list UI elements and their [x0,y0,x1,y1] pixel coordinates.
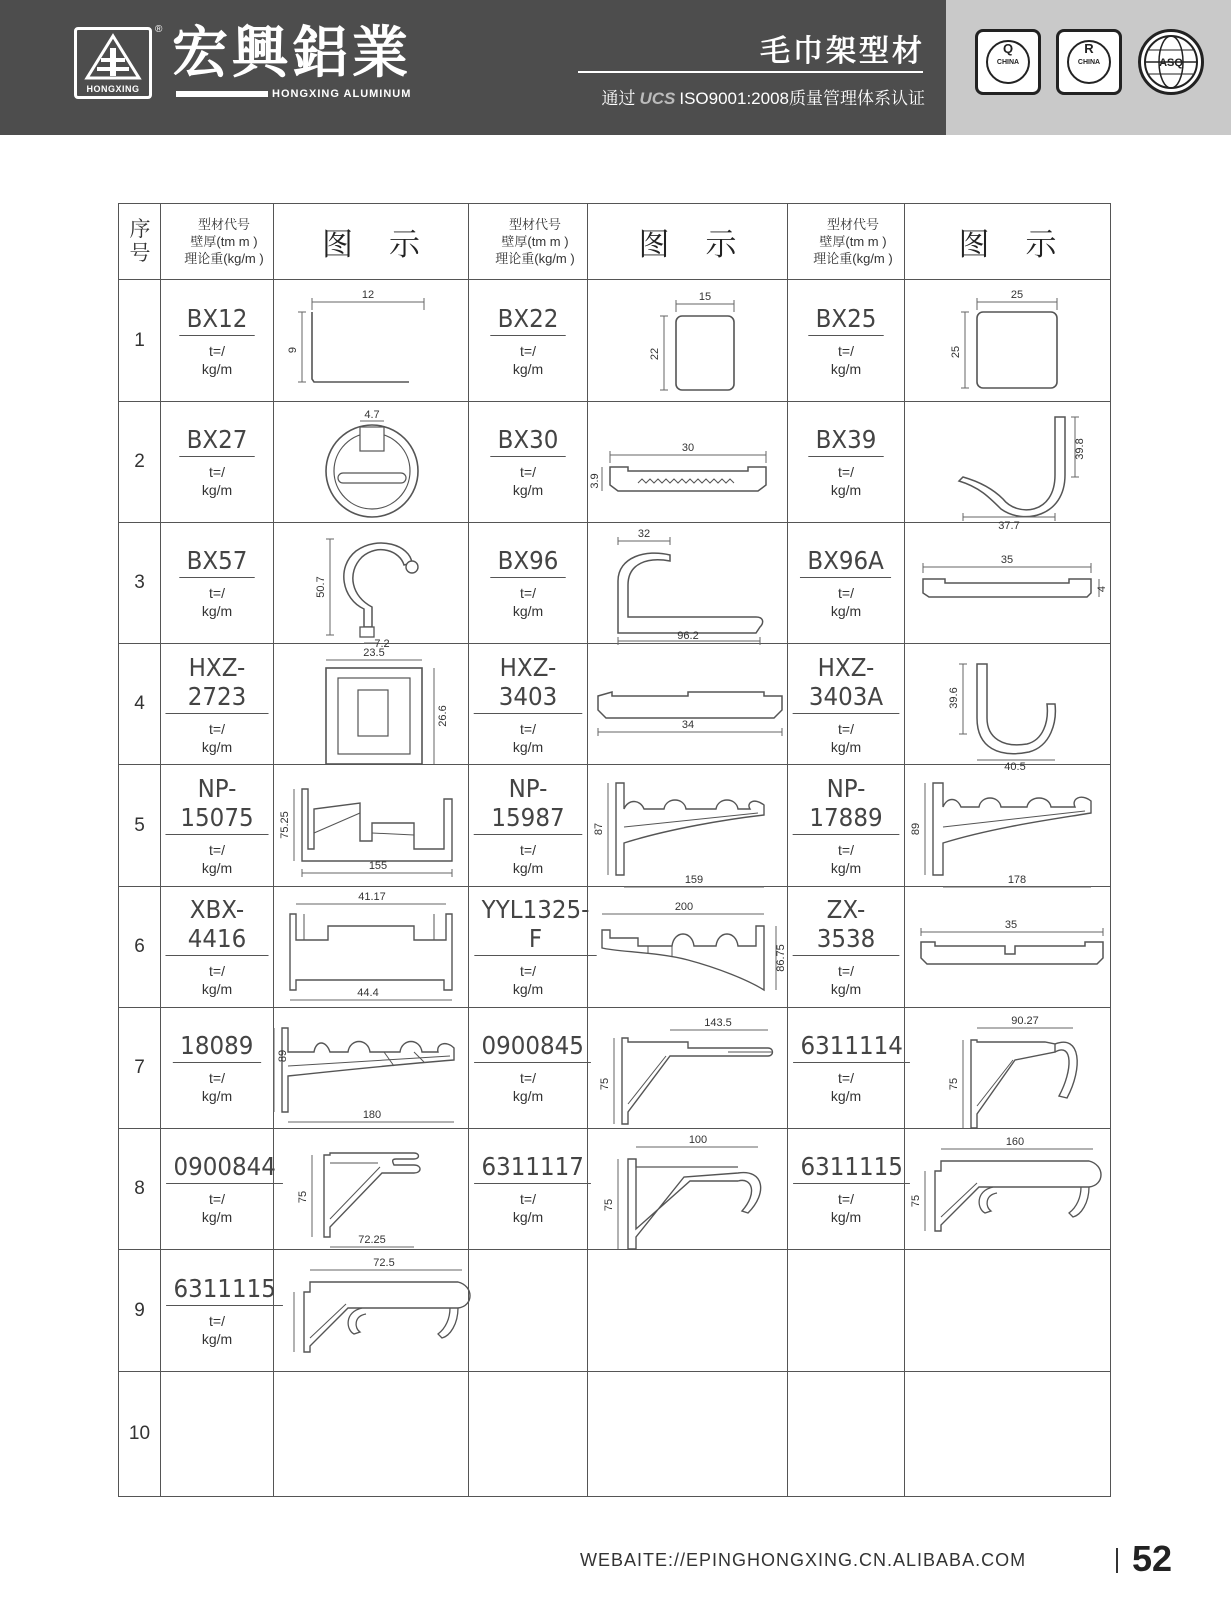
thickness-label: t=/ [520,963,536,980]
profile-drawing [588,284,788,397]
thickness-label: t=/ [838,1070,854,1087]
spec-cell [469,644,588,765]
spec-cell [788,280,905,401]
thickness-label: t=/ [520,1070,536,1087]
profile-drawing [588,648,788,761]
spec-cell [788,1371,905,1496]
thickness-label: t=/ [209,720,225,737]
logo-mountain-icon [83,34,143,84]
weight-label: kg/m [201,1330,233,1347]
header-figure-cell: 图示 [274,204,469,280]
weight-label: kg/m [830,360,862,377]
spec-cell [161,280,274,401]
profile-code: 6311115 [793,1152,910,1184]
profile-drawing [274,527,469,650]
figure-cell [588,644,788,765]
weight-label: kg/m [830,738,862,755]
weight-label: kg/m [512,1209,544,1226]
header-figure-cell: 图示 [588,204,788,280]
profile-drawing [274,1133,469,1246]
profile-code: BX12 [179,304,255,336]
dimension-label: 4 [1096,585,1108,592]
table-row [119,401,1111,522]
figure-cell [905,401,1111,533]
profile-drawing [588,1012,788,1125]
dimension-label: 100 [688,1133,708,1146]
spec-cell [469,1371,588,1496]
figure-cell [274,765,469,886]
profile-table [118,203,1111,1497]
badge-letter: R [1084,41,1094,56]
profile-code: BX96A [800,546,891,578]
weight-label: kg/m [201,603,233,620]
dimension-label: 178 [1007,874,1027,887]
dimension-label: 23.5 [363,646,385,659]
page-header [0,0,946,135]
thickness-label: t=/ [209,1312,225,1329]
figure-cell [588,280,788,401]
badge-letter: Q [1002,41,1014,56]
thickness-label: t=/ [520,842,536,859]
thickness-label: t=/ [520,1191,536,1208]
thickness-label: t=/ [209,585,225,602]
profile-code: BX57 [179,546,255,578]
spec-cell [161,1129,274,1250]
spec-cell [788,1129,905,1250]
brand-divider [176,91,268,97]
profile-drawing [905,648,1111,773]
footer-divider [1116,1548,1118,1573]
dimension-label: 75 [297,1190,309,1203]
profile-drawing [905,405,1111,533]
profile-code: HXZ-3403A [793,653,900,714]
profile-drawing [588,405,788,518]
row-index: 6 [119,886,161,1007]
thickness-label: t=/ [209,842,225,859]
profile-code: NP-15987 [474,774,583,835]
spec-cell [161,886,274,1007]
profile-code: BX22 [490,304,566,336]
spec-cell [161,1371,274,1496]
profile-code: HXZ-2723 [165,653,268,714]
row-index: 4 [119,644,161,765]
figure-cell [274,401,469,522]
profile-drawing [588,527,788,640]
profile-drawing [905,1012,1111,1125]
globe-certification-icon [1138,29,1204,95]
dimension-label: 75.25 [279,811,291,839]
page-number: 52 [1132,1538,1173,1579]
spec-cell [161,522,274,643]
dimension-label: 34 [681,718,695,731]
spec-weight-label: 理论重(kg/m ) [813,251,893,267]
profile-code: YYL1325-F [474,895,596,956]
table-row [119,1007,1111,1128]
spec-code-label: 型材代号 [826,217,879,233]
profile-code: BX96 [490,546,566,578]
thickness-label: t=/ [209,463,225,480]
profile-code: 6311114 [793,1031,910,1063]
figure-cell [905,765,1111,886]
profile-drawing [274,769,469,882]
thickness-label: t=/ [838,1191,854,1208]
weight-label: kg/m [512,981,544,998]
thickness-label: t=/ [838,342,854,359]
profile-code: 6311115 [166,1274,283,1306]
dimension-label: 41.17 [358,891,386,904]
certification-text [560,84,925,109]
dimension-label: 25 [950,345,962,359]
profile-code: 0900845 [474,1031,591,1063]
weight-label: kg/m [201,981,233,998]
profile-drawing [905,284,1111,397]
figure-cell [588,765,788,886]
row-index: 5 [119,765,161,886]
weight-label: kg/m [830,981,862,998]
weight-label: kg/m [830,481,862,498]
spec-cell [469,765,588,886]
figure-cell [588,886,788,1007]
profile-code: XBX-4416 [165,895,268,956]
dimension-label: 37.7 [998,520,1020,533]
spec-thickness-label: 壁厚(tm m ) [819,234,887,250]
spec-code-label: 型材代号 [508,217,561,233]
profile-drawing [274,405,469,518]
dimension-label: 39.8 [1074,438,1086,460]
weight-label: kg/m [512,1088,544,1105]
weight-label: kg/m [201,1209,233,1226]
profile-code: 18089 [173,1031,261,1063]
profile-drawing [905,1133,1111,1246]
dimension-label: 15 [698,291,712,304]
footer-website: WEBAITE://EPINGHONGXING.CN.ALIBABA.COM [580,1550,1027,1570]
figure-cell [274,1129,469,1250]
figure-cell [905,280,1111,401]
spec-cell [161,401,274,522]
figure-cell [274,1007,469,1128]
dimension-label: 72.25 [358,1233,386,1246]
dimension-label: 160 [1005,1135,1025,1148]
figure-cell [588,401,788,522]
figure-cell [905,886,1111,1007]
thickness-label: t=/ [838,963,854,980]
row-index: 7 [119,1007,161,1128]
spec-weight-label: 理论重(kg/m ) [184,251,264,267]
thickness-label: t=/ [838,720,854,737]
badge-label: CHINA [996,59,1020,66]
weight-label: kg/m [512,360,544,377]
profile-code: BX27 [179,425,255,457]
dimension-label: 35 [1004,919,1018,932]
cert-prefix: 通过 [601,89,636,108]
table-row [119,644,1111,765]
table-row [119,1129,1111,1250]
dimension-label: 26.6 [437,705,449,727]
weight-label: kg/m [201,360,233,377]
figure-cell [905,644,1111,773]
profile-code: BX30 [490,425,566,457]
spec-cell [469,1007,588,1128]
table-row [119,1371,1111,1496]
header-spec-cell [161,204,274,280]
dimension-label: 75 [603,1198,615,1211]
dimension-label: 90.27 [1011,1014,1039,1027]
figure-cell [905,1007,1111,1128]
registered-badge [1056,29,1122,95]
spec-cell [469,886,588,1007]
weight-label: kg/m [512,603,544,620]
table-row [119,765,1111,886]
figure-cell [274,644,469,765]
table-row [119,280,1111,401]
thickness-label: t=/ [209,1070,225,1087]
dimension-label: 143.5 [704,1016,732,1029]
spec-weight-label: 理论重(kg/m ) [495,251,575,267]
spec-cell [788,401,905,522]
profile-drawing [274,1012,469,1125]
profile-code: BX25 [808,304,884,336]
spec-thickness-label: 壁厚(tm m ) [190,234,258,250]
weight-label: kg/m [201,860,233,877]
header-index-cell [119,204,161,280]
figure-cell [274,1371,469,1496]
table-row [119,1250,1111,1371]
cert-standard: ISO9001:2008质量管理体系认证 [679,89,925,108]
cert-logo: UCS [639,89,676,108]
thickness-label: t=/ [520,720,536,737]
figure-cell [905,1371,1111,1496]
dimension-label: 89 [910,822,922,836]
spec-code-label: 型材代号 [197,217,250,233]
dimension-label: 30 [681,442,695,455]
figure-cell [274,1250,469,1371]
spec-cell [161,1250,274,1371]
thickness-label: t=/ [520,463,536,480]
weight-label: kg/m [830,1088,862,1105]
dimension-label: 3.9 [589,473,601,489]
figure-cell [588,1129,788,1250]
dimension-label: 9 [287,346,299,354]
dimension-label: 40.5 [1004,760,1026,773]
thickness-label: t=/ [520,585,536,602]
dimension-label: 75 [948,1077,960,1090]
spec-cell [469,280,588,401]
product-title: 毛巾架型材 [760,34,925,69]
row-index: 10 [119,1371,161,1496]
profile-drawing [905,890,1111,1003]
logo-caption: HONGXING [86,84,140,94]
dimension-label: 4.7 [364,409,380,422]
figure-cell [274,522,469,650]
figure-cell [588,1371,788,1496]
brand-name-cn: 宏興鋁業 [172,21,412,86]
profile-code: ZX-3538 [793,895,900,956]
profile-code: HXZ-3403 [474,653,583,714]
spec-cell [469,401,588,522]
weight-label: kg/m [201,738,233,755]
weight-label: kg/m [512,860,544,877]
weight-label: kg/m [512,738,544,755]
dimension-label: 32 [637,527,651,540]
spec-thickness-label: 壁厚(tm m ) [501,234,569,250]
thickness-label: t=/ [520,342,536,359]
profile-drawing [274,284,469,397]
quality-badge [975,29,1041,95]
row-index: 1 [119,280,161,401]
dimension-label: 12 [361,289,375,302]
spec-cell [788,886,905,1007]
profile-drawing [274,890,469,1003]
spec-cell [788,765,905,886]
spec-cell [161,644,274,765]
header-figure-cell: 图示 [905,204,1111,280]
dimension-label: 50.7 [315,575,327,598]
dimension-label: 75 [599,1077,611,1090]
profile-code: NP-17889 [793,774,900,835]
table-row [119,886,1111,1007]
dimension-label: 180 [362,1108,382,1121]
figure-cell [274,886,469,1007]
spec-cell [788,1250,905,1371]
profile-drawing [588,769,788,887]
row-index: 9 [119,1250,161,1371]
header-spec-cell [788,204,905,280]
row-index: 2 [119,401,161,522]
spec-cell [161,765,274,886]
profile-drawing [274,1254,469,1367]
dimension-label: 72.5 [373,1257,395,1270]
weight-label: kg/m [201,481,233,498]
dimension-label: 200 [674,901,694,914]
weight-label: kg/m [201,1088,233,1105]
dimension-label: 44.4 [357,987,379,1000]
figure-cell [588,1250,788,1371]
dimension-label: 35 [1000,553,1014,566]
brand-logo [74,27,152,99]
profile-code: BX39 [808,425,884,457]
profile-drawing [274,648,469,761]
figure-cell [588,522,788,643]
figure-cell [905,522,1111,643]
weight-label: kg/m [512,481,544,498]
dimension-label: 39.6 [948,687,960,709]
badge-label: CHINA [1077,59,1101,66]
dimension-label: 155 [368,860,388,873]
thickness-label: t=/ [838,585,854,602]
spec-cell [469,1129,588,1250]
globe-label: ASQ [1159,57,1183,69]
dimension-label: 159 [684,874,704,887]
thickness-label: t=/ [838,463,854,480]
thickness-label: t=/ [209,963,225,980]
row-index: 8 [119,1129,161,1250]
spec-cell [469,522,588,643]
weight-label: kg/m [830,1209,862,1226]
table-body [119,280,1111,1497]
thickness-label: t=/ [209,342,225,359]
header-spec-cell [469,204,588,280]
dimension-label: 7.2 [374,637,390,650]
figure-cell [588,1007,788,1128]
profile-drawing [588,1133,788,1246]
profile-code: 0900844 [166,1152,283,1184]
weight-label: kg/m [830,860,862,877]
profile-code: NP-15075 [165,774,268,835]
figure-cell [274,280,469,401]
figure-cell [905,1250,1111,1371]
dimension-label: 89 [277,1049,289,1062]
dimension-label: 96.2 [677,629,699,642]
spec-cell [788,1007,905,1128]
dimension-label: 75 [910,1194,922,1207]
table-row [119,522,1111,643]
dimension-label: 86.75 [775,944,787,973]
figure-cell [905,1129,1111,1250]
title-divider [578,71,923,73]
dimension-label: 22 [649,347,661,361]
profile-code: 6311117 [474,1152,591,1184]
thickness-label: t=/ [838,842,854,859]
profile-drawing [905,527,1111,640]
globe-icon [1141,32,1201,92]
registered-mark: ® [155,24,163,35]
row-index: 3 [119,522,161,643]
spec-cell [469,1250,588,1371]
thickness-label: t=/ [209,1191,225,1208]
dimension-label: 25 [1010,289,1024,302]
weight-label: kg/m [830,603,862,620]
spec-cell [788,522,905,643]
brand-name-en: HONGXING ALUMINUM [272,88,412,100]
index-label: 序号 [129,217,151,265]
table-header-row [119,204,1111,280]
spec-cell [161,1007,274,1128]
profile-drawing [905,769,1111,887]
spec-cell [788,644,905,765]
dimension-label: 87 [593,822,605,836]
profile-drawing [588,890,788,1003]
